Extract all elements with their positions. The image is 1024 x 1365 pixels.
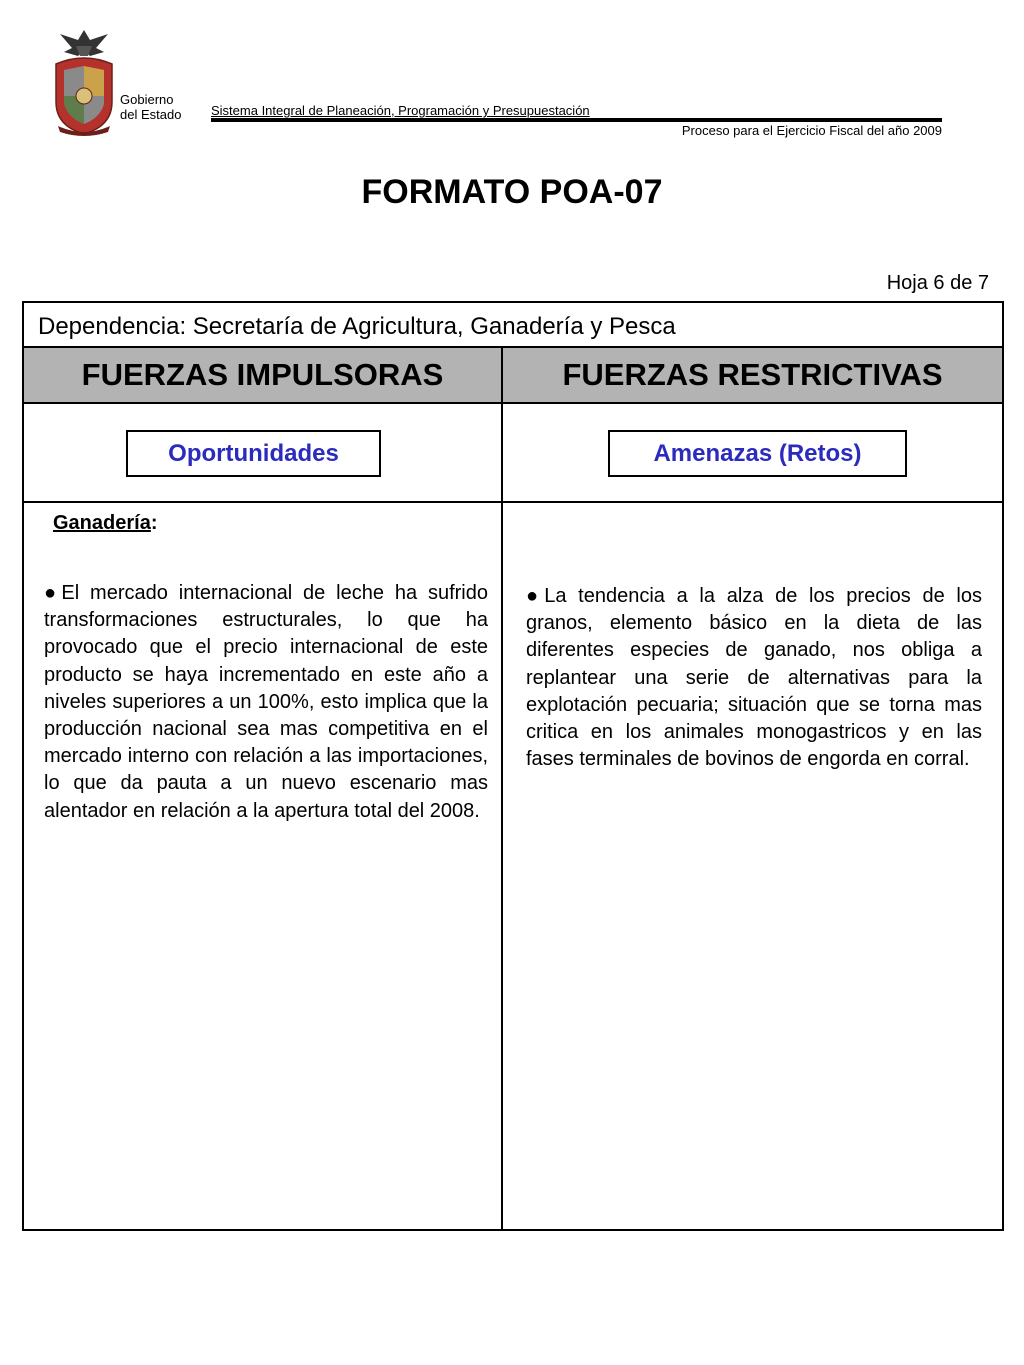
threats-label: Amenazas (Retos) <box>608 430 907 477</box>
dependency-row <box>24 303 1002 348</box>
government-label-line2: del Estado <box>120 107 182 122</box>
government-label <box>120 92 181 122</box>
opportunities-label: Oportunidades <box>126 430 381 477</box>
section-heading <box>53 511 158 535</box>
section-suffix: : <box>150 512 158 534</box>
sheet-number: Hoja 6 de 7 <box>886 272 989 294</box>
system-name-rule <box>211 103 942 122</box>
dependency-label: Dependencia: Secretaría de Agricultura, Ganadería y Pesca <box>38 313 676 340</box>
driving-forces-header: FUERZAS IMPULSORAS <box>81 357 444 392</box>
threat-paragraph: ●La tendencia a la alza de los precios de los granos, elemento básico en la dieta de las diferentes especies de ganado, nos obliga a replantear una serie de alternativas para la explotación pecuaria; situación que se torna mas critica en los animales monogastricos y en las fases terminales de bovinos de engorda en corral. <box>526 585 982 771</box>
document-title: FORMATO POA-07 <box>361 173 663 211</box>
fiscal-process-label: Proceso para el Ejercicio Fiscal del año 2009 <box>681 123 942 138</box>
opportunity-paragraph: ●El mercado internacional de leche ha sufrido transformaciones estructurales, lo que ha provocado que el precio internacional de este producto se haya incrementado en este año a niveles superiores a un 100%, esto implica que la producción nacional sea mas competitiva en el mercado interno con relación a las importaciones, lo que da pauta a un nuevo escenario mas alentador en relación a la apertura total del 2008. <box>44 582 488 822</box>
restraining-forces-header: FUERZAS RESTRICTIVAS <box>562 357 943 392</box>
analysis-table <box>22 301 1004 1231</box>
column-header-row <box>24 348 1002 404</box>
section-name: Ganadería <box>53 512 151 534</box>
government-label-line1: Gobierno <box>120 92 174 107</box>
state-coat-of-arms-icon <box>50 26 118 138</box>
system-name: Sistema Integral de Planeación, Programación y Presupuestación <box>211 103 590 118</box>
subheader-row <box>24 404 1002 503</box>
